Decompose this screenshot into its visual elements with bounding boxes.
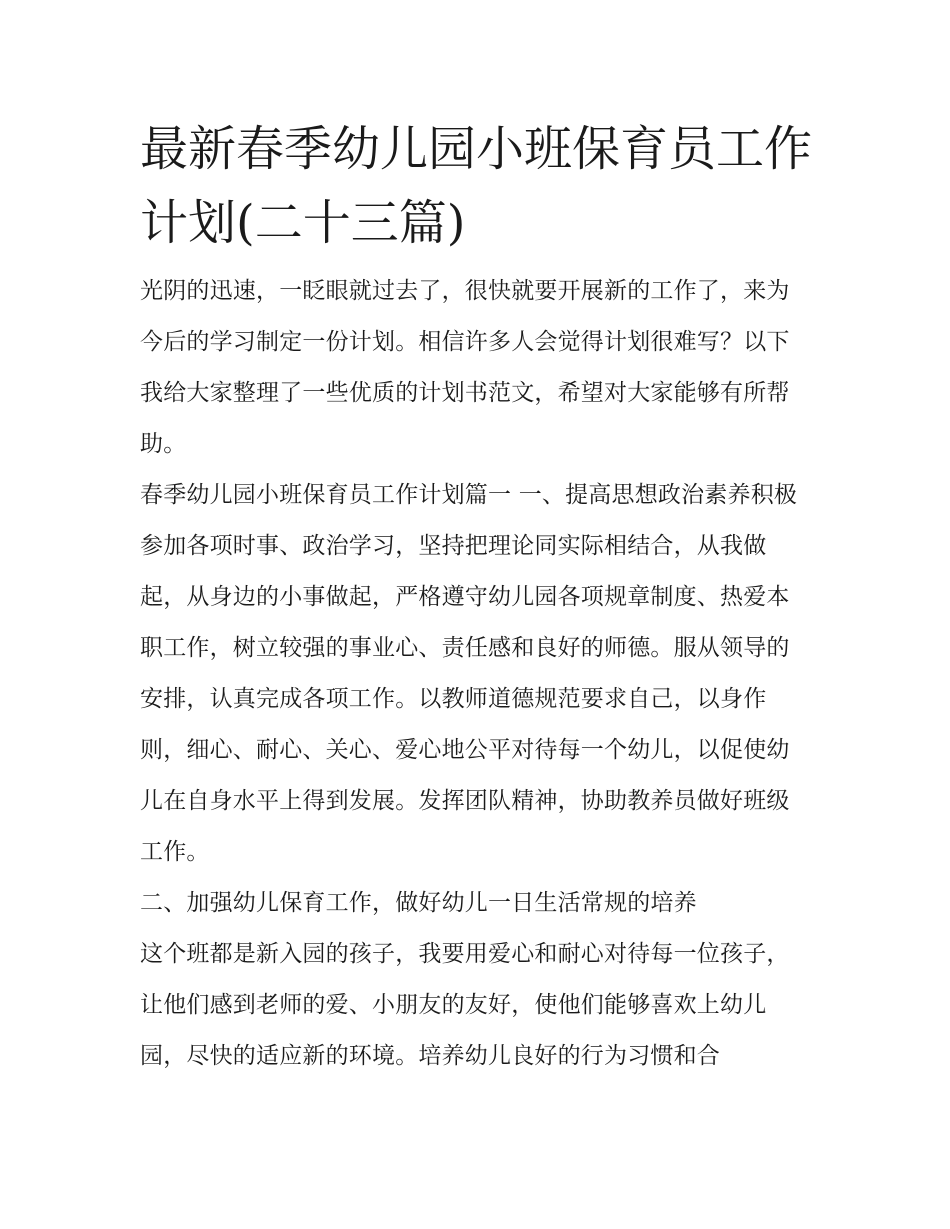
paragraph-section-one: 春季幼儿园小班保育员工作计划篇一 一、提高思想政治素养积极参加各项时事、政治学习，坚持把理论同实际相结合，从我做起，从身边的小事做起，严格遵守幼儿园各项规章制度、热爱本职工作，树立较强的事业心、责任感和良好的师德。服从领导的安排，认真完成各项工作。以教师道德规范要求自己，以身作则，细心、耐心、关心、爱心地公平对待每一个幼儿，以促使幼儿在自身水平上得到发展。发挥团队精神，协助教养员做好班级工作。 xyxy=(140,482,798,865)
document-title: 最新春季幼儿园小班保育员工作计划(二十三篇) xyxy=(140,121,813,251)
paragraph-section-two-heading: 二、加强幼儿保育工作，做好幼儿一日生活常规的培养 xyxy=(140,890,697,916)
document-page xyxy=(140,112,812,1082)
paragraph-section-two-body: 这个班都是新入园的孩子，我要用爱心和耐心对待每一位孩子，让他们感到老师的爱、小朋友的友好，使他们能够喜欢上幼儿园，尽快的适应新的环境。培养幼儿良好的行为习惯和合 xyxy=(140,941,790,1069)
paragraph-intro: 光阴的迅速，一眨眼就过去了，很快就要开展新的工作了，来为今后的学习制定一份计划。相信许多人会觉得计划很难写？以下我给大家整理了一些优质的计划书范文，希望对大家能够有所帮助。 xyxy=(140,278,790,457)
